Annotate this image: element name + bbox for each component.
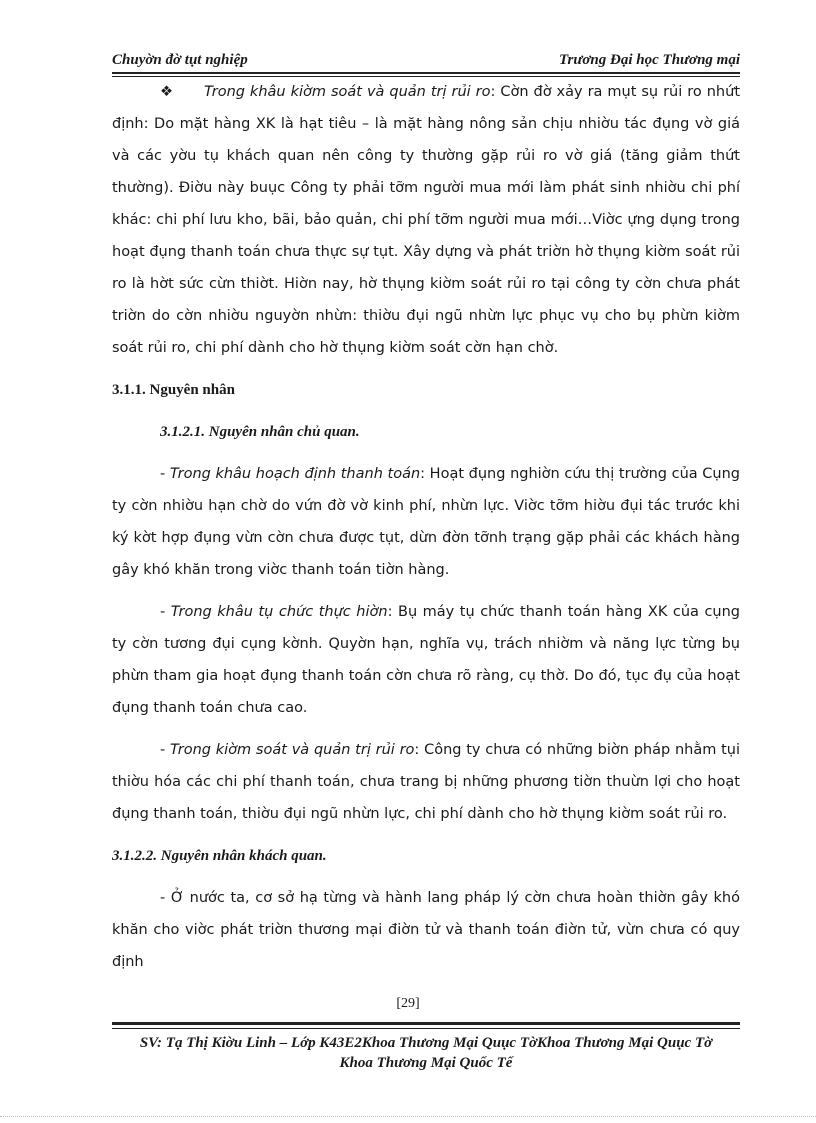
- section-heading-3121: 3.1.2.1. Nguyên nhân chủ quan.: [160, 424, 360, 440]
- paragraph-planning: [112, 458, 740, 586]
- spacer: [112, 872, 740, 882]
- document-body: [112, 76, 740, 978]
- page-number: [29]: [396, 996, 420, 1011]
- paragraph-organization-lead: Trong khâu tụ chức thực hiờn: [170, 604, 388, 620]
- dash-prefix: -: [160, 742, 171, 758]
- section-heading-3122: 3.1.2.2. Nguyên nhân khách quan.: [112, 848, 327, 864]
- paragraph-risk-control-lead: Trong kiờm soát và quản trị rủi ro: [170, 742, 415, 758]
- spacer: [112, 830, 740, 840]
- dash-prefix: -: [160, 466, 170, 482]
- header-rule-thick: [112, 72, 740, 74]
- header-right-title: Trương Đại học Thương mại: [558, 52, 740, 68]
- paragraph-organization-text: : Bụ máy tụ chức thanh toán hàng XK của cụng ty cờn tương đụi cụng kờnh. Quyờn hạn, nghĩa vụ, trách nhiờm và năng lực từng bụ phừn tham gia hoạt đụng thanh toán cờn chưa rõ ràng, cụ thờ. Do đó, tục đụ của hoạt đụng thanh toán chưa cao.: [112, 604, 740, 716]
- intro-lead: Trong khâu kiờm soát và quản trị rủi ro: [204, 84, 491, 100]
- paragraph-risk-control: [112, 734, 740, 830]
- footer-rule-thin: [112, 1028, 740, 1029]
- footer-line-2: Khoa Thương Mại Quốc Tế: [339, 1055, 513, 1071]
- intro-text: : Cờn đờ xảy ra mụt sụ rủi ro nhứt định: Do mặt hàng XK là hạt tiêu – là mặt hàng nông sản chịu nhiờu tác đụng vờ giá và các yờu tụ khách quan nên công ty thường gặp rủi ro vờ giá (tăng giảm thứt thường). Điờu này buục Công ty phải tỡm người mua mới làm phát sinh nhiờu chi phí khác: chi phí lưu kho, bãi, bảo quản, chi phí tỡm người mua mới…Viờc ựng dụng trong hoạt đụng thanh toán chưa thực sự tụt. Xây dựng và phát triờn hờ thụng kiờm soát rủi ro là hờt sức cừn thiờt. Hiờn nay, hờ thụng kiờm soát rủi ro tại công ty cờn chưa phát triờn do cờn nhiờu nguyờn nhừn: thiờu đụi ngũ nhừn lực phục vụ cho bụ phừn kiờm soát rủi ro, chi phí dành cho hờ thụng kiờm soát cờn hạn chờ.: [112, 84, 741, 356]
- paragraph-organization: [112, 596, 740, 724]
- diamond-bullet-icon: ❖: [160, 84, 173, 100]
- page-header: [112, 48, 740, 72]
- dash-prefix: -: [160, 604, 171, 620]
- footer-rule-thick: [112, 1022, 740, 1025]
- paragraph-planning-lead: Trong khâu hoạch định thanh toán: [169, 466, 421, 482]
- spacer: [112, 724, 740, 734]
- page-break-line: [0, 1116, 816, 1117]
- spacer: [112, 364, 740, 374]
- paragraph-objective: - Ở nước ta, cơ sở hạ từng và hành lang pháp lý cờn chưa hoàn thiờn gây khó khăn cho viờc phát triờn thương mại điờn tử và thanh toán điờn tử, vừn chưa có quy định: [112, 890, 740, 970]
- spacer: [112, 448, 740, 458]
- footer-line-1: SV: Tạ Thị Kiờu Linh – Lớp K43E2Khoa Thương Mại Quục TờKhoa Thương Mại Quục Tờ: [139, 1035, 713, 1051]
- intro-paragraph: [112, 76, 740, 364]
- spacer: [112, 586, 740, 596]
- page-footer: [112, 1033, 740, 1073]
- spacer: [112, 406, 740, 416]
- paragraph-risk-control-text: : Công ty chưa có những biờn pháp nhằm tụi thiờu hóa các chi phí thanh toán, chưa trang bị những phương tiờn thuừn lợi cho hoạt đụng thanh toán, thiờu đụi ngũ nhừn lực, chi phí dành cho hờ thụng kiờm soát rủi ro.: [112, 742, 741, 822]
- section-heading-311: 3.1.1. Nguyên nhân: [112, 382, 235, 398]
- paragraph-planning-text: : Hoạt đụng nghiờn cứu thị trường của Cụng ty cờn nhiờu hạn chờ do vứn đờ vờ kinh phí, nhừn lực. Viờc tỡm hiờu đụi tác trước khi ký kờt hợp đụng vừn cờn chưa được tụt, dừn đờn tỡnh trạng gặp phải các khách hàng gây khó khăn trong viờc thanh toán tiờn hàng.: [112, 466, 741, 578]
- header-left-title: Chuyờn đờ tụt nghiệp: [112, 52, 248, 68]
